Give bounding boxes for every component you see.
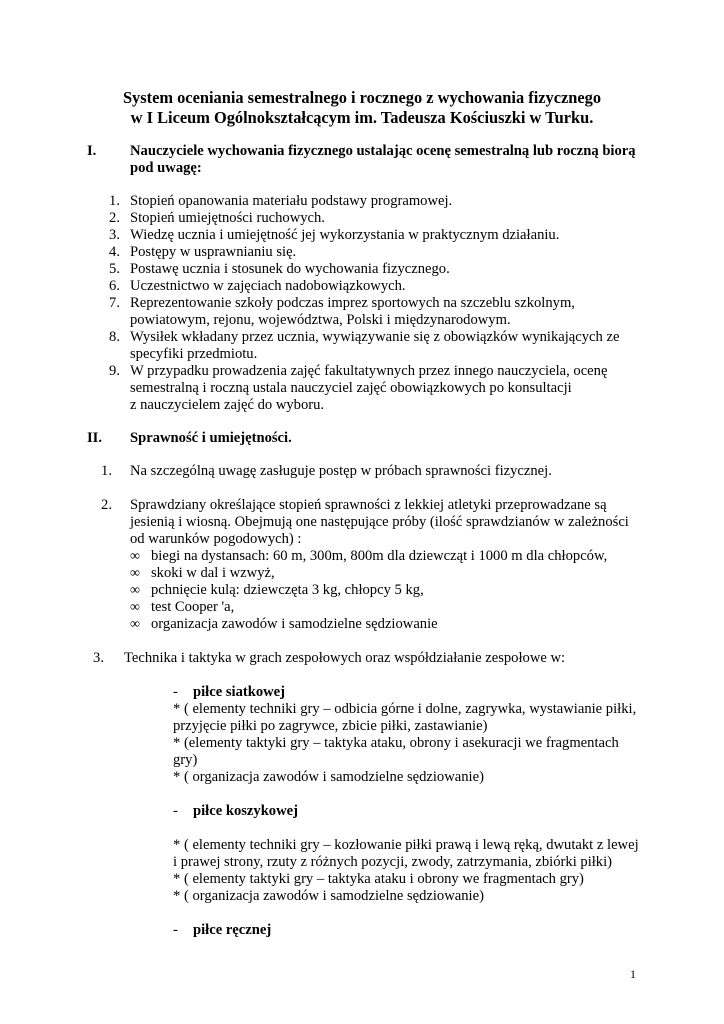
game-detail-line: * ( elementy taktyki gry – taktyka ataku i obrony we fragmentach gry) (173, 871, 584, 887)
document-title-line-2: w I Liceum Ogólnokształcącym im. Tadeusza Kościuszki w Turku. (130, 108, 594, 127)
page-number: 1 (630, 967, 636, 981)
list-item-text: Reprezentowanie szkoły podczas imprez sportowych na szczeblu szkolnym, (130, 295, 575, 311)
list-item-number: 1. (109, 193, 120, 209)
list-item-text: Stopień opanowania materiału podstawy programowej. (130, 193, 453, 209)
paragraph-line: od warunków pogodowych) : (130, 531, 302, 547)
game-detail-line: * ( elementy techniki gry – kozłowanie piłki prawą i lewą ręką, dwutakt z lewej (173, 837, 639, 853)
game-heading-basketball: piłce koszykowej (193, 803, 298, 819)
infinity-bullet-icon: ∞ (130, 583, 140, 598)
game-detail-line: * ( elementy techniki gry – odbicia górne i dolne, zagrywka, wystawianie piłki, (173, 701, 637, 717)
list-item-text: Postępy w usprawnianiu się. (130, 244, 297, 260)
list-item-text: Technika i taktyka w grach zespołowych oraz współdziałanie zespołowe w: (124, 650, 566, 666)
section-1-numeral: I. (87, 143, 97, 159)
list-item-text: z nauczycielem zajęć do wyboru. (130, 397, 325, 413)
list-item-text: Stopień umiejętności ruchowych. (130, 210, 325, 226)
game-detail-line: * ( organizacja zawodów i samodzielne sędziowanie) (173, 888, 484, 904)
list-item-number: 2. (101, 497, 112, 513)
section-2-numeral: II. (87, 430, 103, 446)
list-item-text: specyfiki przedmiotu. (130, 346, 258, 362)
list-item-number: 1. (101, 463, 112, 479)
list-item-number: 8. (109, 329, 120, 345)
game-heading-volleyball: piłce siatkowej (193, 684, 286, 700)
list-item-number: 3. (93, 650, 104, 666)
list-item-text: Wiedzę ucznia i umiejętność jej wykorzystania w praktycznym działaniu. (130, 227, 560, 243)
game-detail-line: przyjęcie piłki po zagrywce, zbicie piłki, zastawianie) (173, 718, 488, 734)
list-item-text: Wysiłek wkładany przez ucznia, wywiązywanie się z obowiązków wynikających ze (130, 329, 620, 345)
list-item-text: powiatowym, rejonu, województwa, Polski i międzynarodowym. (130, 312, 511, 328)
dash-marker: - (173, 803, 178, 819)
game-heading-handball: piłce ręcznej (193, 922, 272, 938)
infinity-bullet-icon: ∞ (130, 600, 140, 615)
bullet-item-text: skoki w dal i wzwyż, (151, 565, 275, 581)
section-2-heading: Sprawność i umiejętności. (130, 430, 292, 446)
bullet-item-text: biegi na dystansach: 60 m, 300m, 800m dla dziewcząt i 1000 m dla chłopców, (151, 548, 608, 564)
game-detail-line: gry) (173, 752, 198, 768)
bullet-item-text: test Cooper 'a, (151, 599, 235, 615)
section-1-heading-line-2: pod uwagę: (130, 160, 202, 176)
list-item-text: Na szczególną uwagę zasługuje postęp w próbach sprawności fizycznej. (130, 463, 552, 479)
list-item-number: 6. (109, 278, 120, 294)
dash-marker: - (173, 922, 178, 938)
paragraph-line: Sprawdziany określające stopień sprawności z lekkiej atletyki przeprowadzane są (130, 497, 607, 513)
bullet-item-text: organizacja zawodów i samodzielne sędziowanie (151, 616, 438, 632)
list-item-number: 3. (109, 227, 120, 243)
infinity-bullet-icon: ∞ (130, 549, 140, 564)
game-detail-line: * (elementy taktyki gry – taktyka ataku, obrony i asekuracji we fragmentach (173, 735, 619, 751)
list-item-number: 4. (109, 244, 120, 260)
list-item-number: 9. (109, 363, 120, 379)
bullet-item-text: pchnięcie kulą: dziewczęta 3 kg, chłopcy 5 kg, (151, 582, 424, 598)
document-title-line-1: System oceniania semestralnego i rocznego z wychowania fizycznego (122, 88, 602, 107)
list-item-text: Uczestnictwo w zajęciach nadobowiązkowych. (130, 278, 406, 294)
list-item-number: 5. (109, 261, 120, 277)
dash-marker: - (173, 684, 178, 700)
list-item-text: Postawę ucznia i stosunek do wychowania fizycznego. (130, 261, 450, 277)
infinity-bullet-icon: ∞ (130, 566, 140, 581)
section-1-heading-line-1: Nauczyciele wychowania fizycznego ustalając ocenę semestralną lub roczną biorą (130, 143, 636, 159)
paragraph-line: jesienią i wiosną. Obejmują one następujące próby (ilość sprawdzianów w zależności (130, 514, 629, 530)
list-item-number: 2. (109, 210, 120, 226)
game-detail-line: i prawej strony, rzuty z różnych pozycji, zwody, zatrzymania, zbiórki piłki) (173, 854, 613, 870)
list-item-number: 7. (109, 295, 120, 311)
list-item-text: W przypadku prowadzenia zajęć fakultatywnych przez innego nauczyciela, ocenę (130, 363, 608, 379)
infinity-bullet-icon: ∞ (130, 617, 140, 632)
list-item-text: semestralną i roczną ustala nauczyciel zajęć obowiązkowych po konsultacji (130, 380, 572, 396)
game-detail-line: * ( organizacja zawodów i samodzielne sędziowanie) (173, 769, 484, 785)
